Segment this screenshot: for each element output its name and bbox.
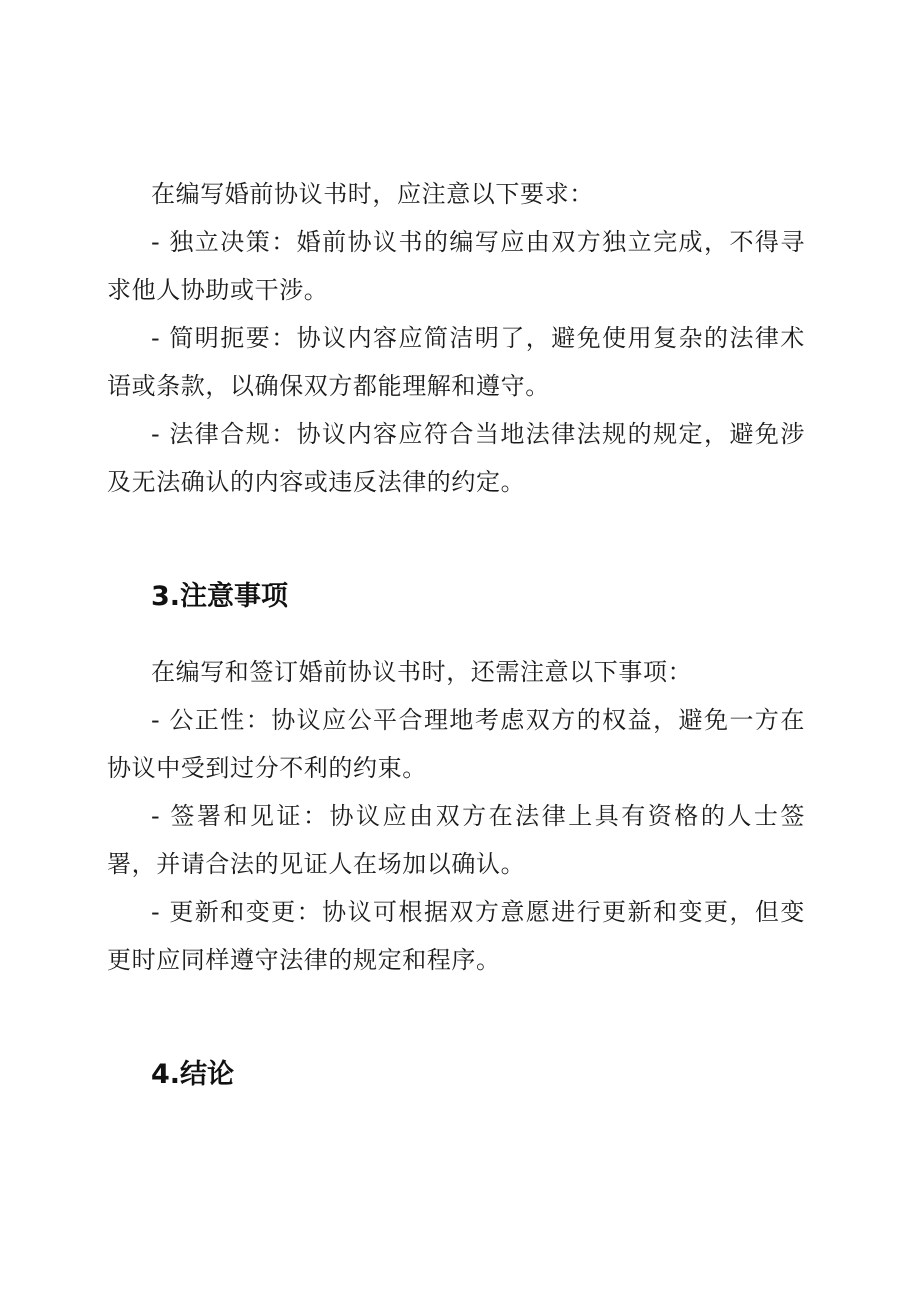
document-body bbox=[107, 170, 805, 1095]
requirements-section bbox=[107, 170, 805, 506]
requirement-item-legal: - 法律合规：协议内容应符合当地法律法规的规定，避免涉及无法确认的内容或违反法律的约定。 bbox=[107, 420, 805, 496]
requirement-item-independent: - 独立决策：婚前协议书的编写应由双方独立完成，不得寻求他人协助或干涉。 bbox=[107, 228, 805, 304]
section-4-heading: 4.结论 bbox=[151, 1059, 235, 1090]
requirement-item-concise: - 简明扼要：协议内容应简洁明了，避免使用复杂的法律术语或条款，以确保双方都能理解和遵守。 bbox=[107, 324, 805, 400]
note-item-updates: - 更新和变更：协议可根据双方意愿进行更新和变更，但变更时应同样遵守法律的规定和程序。 bbox=[107, 898, 805, 974]
notes-section bbox=[107, 648, 805, 984]
requirements-intro: 在编写婚前协议书时，应注意以下要求： bbox=[151, 180, 594, 208]
note-item-fairness: - 公正性：协议应公平合理地考虑双方的权益，避免一方在协议中受到过分不利的约束。 bbox=[107, 706, 805, 782]
notes-intro: 在编写和签订婚前协议书时，还需注意以下事项： bbox=[151, 658, 693, 686]
section-3-heading: 3.注意事项 bbox=[151, 581, 289, 612]
note-item-signing: - 签署和见证：协议应由双方在法律上具有资格的人士签署，并请合法的见证人在场加以确认。 bbox=[107, 802, 805, 878]
